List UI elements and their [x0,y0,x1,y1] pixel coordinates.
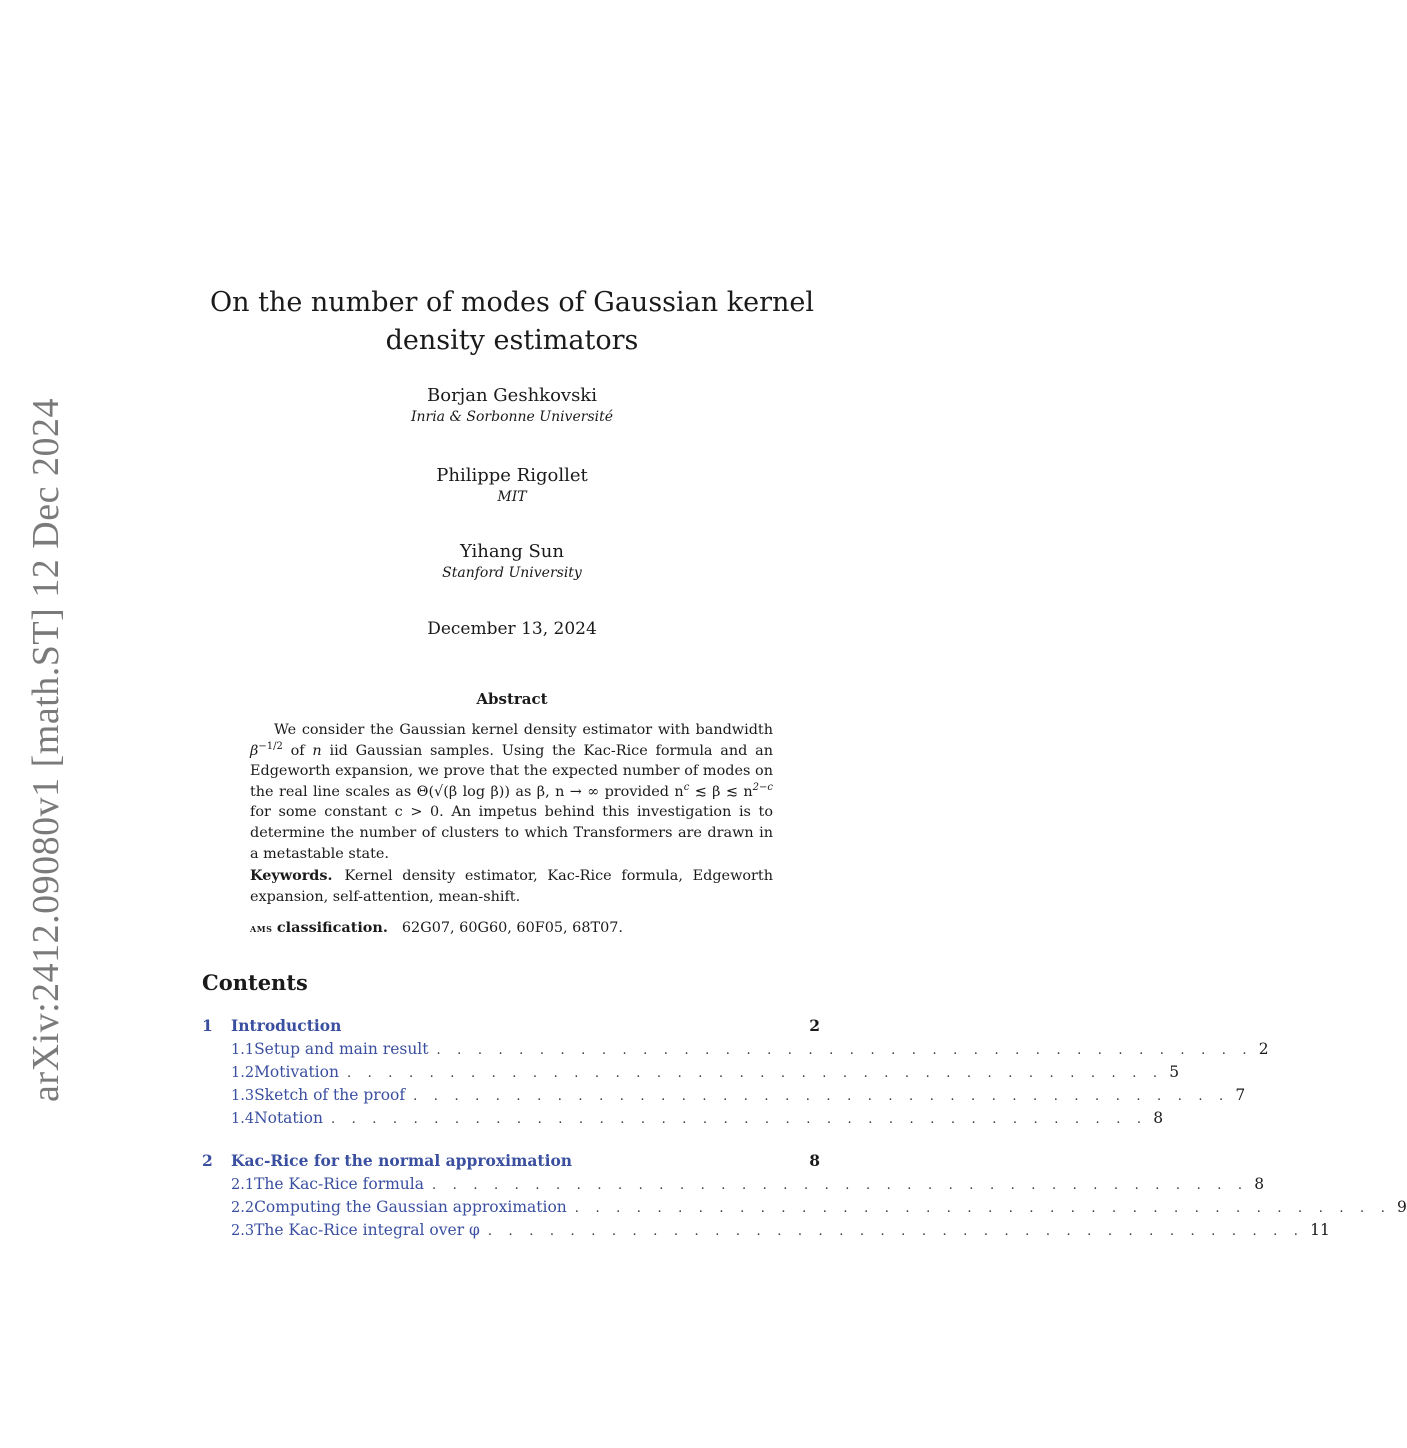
toc-leader-dots: . . . . . . . . . . . . . . . . . . . . . . . . . . . . . . . . . . . . . . . . [432,1178,1249,1193]
abstract-text: We consider the Gaussian kernel density estimator with bandwidth [274,722,773,738]
abstract-heading: Abstract [476,690,548,708]
author-name: Philippe Rigollet [436,465,588,486]
author-affiliation: MIT [497,489,527,505]
toc-number: 1.3 [231,1088,255,1104]
arxiv-identifier-stamp: arXiv:2412.09080v1 [math.ST] 12 Dec 2024 [25,398,67,1102]
toc-page-number: 8 [809,1151,820,1170]
ams-codes: 62G07, 60G60, 60F05, 68T07. [401,920,623,936]
abstract-text: for some constant c > 0. An impetus behind this investigation is to determine the number of clusters to which Transformers are drawn in a metastable state. [250,804,773,862]
toc-leader-dots: . . . . . . . . . . . . . . . . . . . . . . . . . . . . . . . . . . . . . . . . [330,1112,1148,1127]
abstract-math-exponent: c [683,781,690,793]
toc-section-2[interactable] [202,1151,820,1173]
ams-prefix: ams [250,921,273,935]
keywords-text: Kernel density estimator, Kac-Rice formula, Edgeworth expansion, self-attention, mean-shift. [250,868,773,905]
abstract-math-exponent: −1/2 [258,740,283,752]
toc-page-number: 5 [1169,1063,1180,1081]
ams-classification-block [250,918,773,938]
author-name: Borjan Geshkovski [427,385,597,406]
author-block-2 [312,465,712,507]
contents-heading: Contents [202,970,308,995]
author-name: Yihang Sun [459,541,564,562]
toc-subsection-1-1[interactable] [202,1040,1269,1062]
toc-link[interactable]: The Kac-Rice formula [254,1175,424,1193]
abstract-math-n: n [312,742,322,759]
toc-page-number: 11 [1310,1221,1330,1239]
toc-number: 2.3 [231,1223,255,1239]
toc-section-1[interactable] [202,1016,820,1038]
paper-date: December 13, 2024 [427,619,597,639]
toc-leader-dots: . . . . . . . . . . . . . . . . . . . . . . . . . . . . . . . . . . . . . . . . [436,1043,1253,1058]
toc-page-number: 8 [1254,1175,1265,1193]
paper-title [200,284,824,360]
abstract-text: of [282,742,313,759]
author-affiliation: Inria & Sorbonne Université [410,409,614,425]
toc-number: 2 [202,1151,213,1170]
title-line-1: On the number of modes of Gaussian kernel [210,287,814,318]
abstract-body [250,720,773,864]
toc-subsection-1-4[interactable] [202,1109,1164,1131]
abstract-text: iid Gaussian samples. Using the Kac-Rice formula and an Edgeworth expansion, we prove that the expected number of modes on the real line scales as Θ(√(β log β)) as β, n → ∞ provided n [250,742,773,800]
toc-number: 2.1 [231,1177,255,1193]
toc-page-number: 9 [1397,1198,1407,1216]
toc-link[interactable]: Motivation [254,1063,339,1081]
toc-page-number: 2 [809,1016,820,1035]
abstract-math-exponent: 2−c [752,781,773,793]
toc-subsection-2-3[interactable] [202,1221,1330,1243]
toc-number: 1 [202,1016,213,1035]
author-block-1 [312,385,712,427]
toc-subsection-1-3[interactable] [202,1086,1246,1108]
abstract-math-beta: β [250,742,259,759]
toc-link[interactable]: Introduction [231,1016,342,1035]
ams-label: classification. [276,919,388,936]
toc-link[interactable]: Setup and main result [254,1040,429,1058]
toc-leader-dots: . . . . . . . . . . . . . . . . . . . . . . . . . . . . . . . . . . . . . . . . [574,1201,1392,1216]
toc-number: 1.4 [231,1111,255,1127]
toc-link[interactable]: Notation [254,1109,323,1127]
toc-link[interactable]: Sketch of the proof [254,1086,406,1104]
toc-page-number: 2 [1258,1040,1269,1058]
author-affiliation: Stanford University [442,565,582,581]
toc-number: 1.2 [231,1065,255,1081]
author-block-3 [312,541,712,583]
keywords-block [250,866,773,907]
toc-page-number: 8 [1153,1109,1164,1127]
toc-subsection-1-2[interactable] [202,1063,1180,1085]
toc-number: 2.2 [231,1200,255,1216]
toc-subsection-2-2[interactable] [202,1198,1407,1220]
toc-link[interactable]: Kac-Rice for the normal approximation [231,1151,573,1170]
keywords-label: Keywords. [250,867,333,884]
toc-leader-dots: . . . . . . . . . . . . . . . . . . . . . . . . . . . . . . . . . . . . . . . . [346,1066,1164,1081]
toc-page-number: 7 [1235,1086,1246,1104]
toc-leader-dots: . . . . . . . . . . . . . . . . . . . . . . . . . . . . . . . . . . . . . . . . [487,1224,1305,1239]
toc-link[interactable]: Computing the Gaussian approximation [254,1198,567,1216]
toc-subsection-2-1[interactable] [202,1175,1265,1197]
toc-leader-dots: . . . . . . . . . . . . . . . . . . . . . . . . . . . . . . . . . . . . . . . . [413,1089,1230,1104]
toc-number: 1.1 [231,1042,255,1058]
abstract-text: ≲ β ≲ n [689,783,753,800]
toc-link[interactable]: The Kac-Rice integral over φ [254,1221,480,1239]
title-line-2: density estimators [385,325,639,356]
